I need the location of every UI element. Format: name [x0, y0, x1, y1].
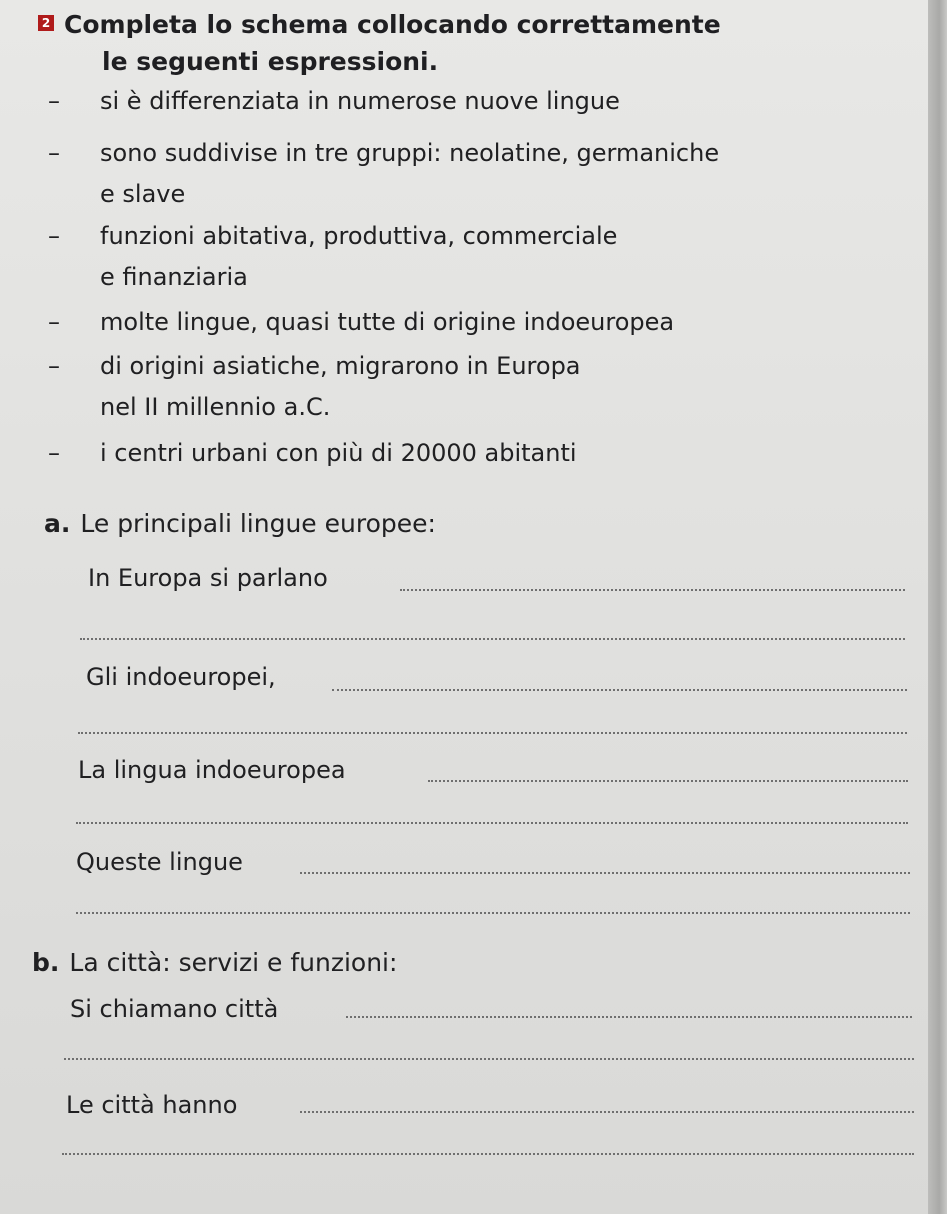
list-dash: – [48, 439, 60, 467]
phrase-text: di origini asiatiche, migrarono in Europa [100, 352, 581, 380]
answer-line[interactable] [400, 589, 905, 591]
section-title-text: La città: servizi e funzioni: [69, 948, 398, 977]
answer-line[interactable] [80, 638, 905, 640]
phrase-item [48, 346, 581, 428]
answer-line[interactable] [76, 822, 908, 824]
exercise-instruction-line1: Completa lo schema collocando correttamente [64, 10, 721, 39]
list-dash: – [48, 352, 60, 380]
list-dash: – [48, 308, 60, 336]
exercise-number-badge: 2 [38, 15, 54, 31]
section-title-text: Le principali lingue europee: [80, 509, 436, 538]
section-a-title [44, 506, 436, 542]
exercise-header [38, 6, 721, 80]
section-b-title [32, 945, 397, 981]
phrase-item [48, 216, 617, 298]
phrase-item [48, 302, 674, 343]
answer-line[interactable] [76, 912, 910, 914]
answer-line[interactable] [300, 1111, 914, 1113]
exercise-instruction-line2: le seguenti espressioni. [102, 47, 439, 76]
phrase-text: funzioni abitativa, produttiva, commerciale [100, 222, 618, 250]
phrase-continuation: e slave [100, 180, 186, 208]
phrase-item [48, 133, 719, 215]
prompt-label: Le città hanno [66, 1091, 238, 1119]
answer-line[interactable] [428, 780, 908, 782]
phrase-continuation: nel II millennio a.C. [100, 393, 331, 421]
prompt-label: Si chiamano città [70, 995, 279, 1023]
answer-line[interactable] [346, 1016, 912, 1018]
prompt-label: Gli indoeuropei, [86, 663, 276, 691]
answer-line[interactable] [332, 689, 907, 691]
prompt-label: In Europa si parlano [88, 564, 328, 592]
prompt-label: Queste lingue [76, 848, 243, 876]
list-dash: – [48, 87, 60, 115]
answer-line[interactable] [62, 1153, 914, 1155]
list-dash: – [48, 139, 60, 167]
phrase-text: si è differenziata in numerose nuove lingue [100, 87, 620, 115]
phrase-item [48, 433, 577, 474]
answer-line[interactable] [300, 872, 910, 874]
list-dash: – [48, 222, 60, 250]
section-letter: b. [32, 948, 60, 977]
answer-line[interactable] [64, 1058, 914, 1060]
phrase-text: molte lingue, quasi tutte di origine indoeuropea [100, 308, 675, 336]
answer-line[interactable] [78, 732, 907, 734]
section-letter: a. [44, 509, 71, 538]
phrase-text: i centri urbani con più di 20000 abitanti [100, 439, 577, 467]
page-edge-shadow [928, 0, 947, 1214]
phrase-item [48, 81, 620, 122]
prompt-label: La lingua indoeuropea [78, 756, 346, 784]
phrase-text: sono suddivise in tre gruppi: neolatine, germaniche [100, 139, 720, 167]
phrase-continuation: e finanziaria [100, 263, 248, 291]
